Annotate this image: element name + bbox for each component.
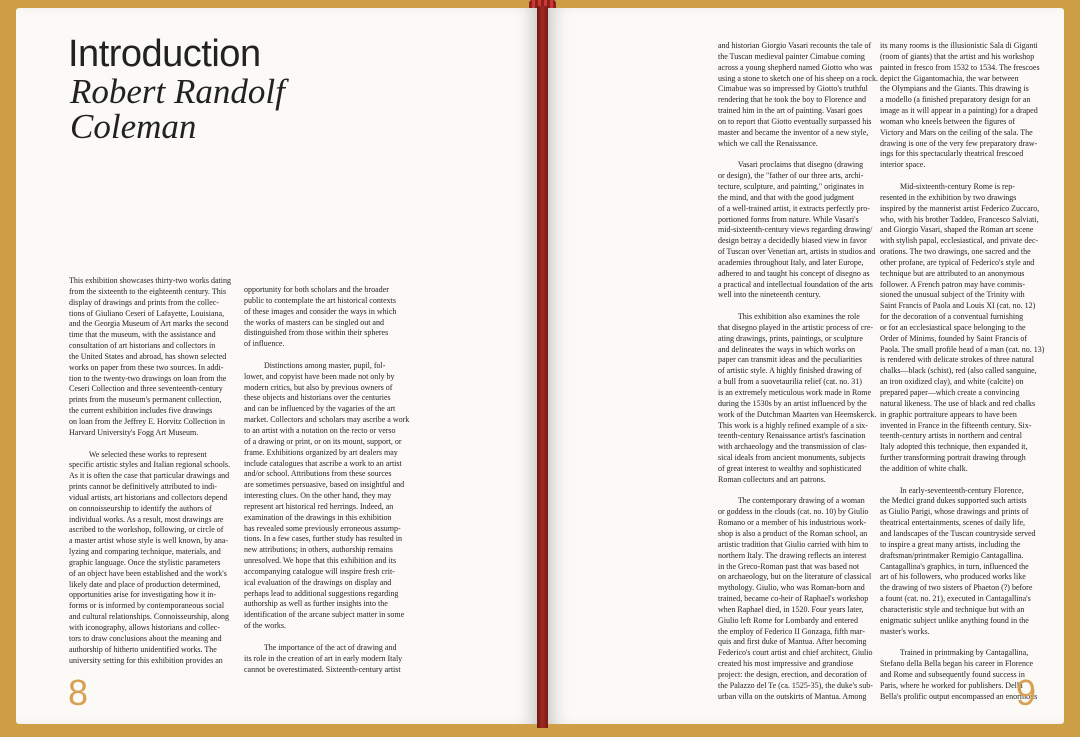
text-column-1: This exhibition showcases thirty-two works dating from the sixteenth to the eighteenth century. This display of drawings and prints from the collec- tions of Giuliano Ceseri of Lafayette, Louisiana, and the Georgia Museum of Art marks the second time that the museum, with the assistance and consultation of art historians and collectors in the United States and abroad, has shown selected works on paper from these two sources. In addi- tion to the twenty-two drawings on loan from the Ceseri Collection and three seventeenth-century prints from the museum's permanent collection, the current exhibition includes five drawings on loan from the Jeffrey E. Horvitz Collection in Harvard University's Fogg Art Museum. We selected these works to represent specific artistic styles and Italian regional schools. As it is often the case that particular drawings and prints cannot be definitively attributed to indi- vidual artists, art historians and collectors depend on connoisseurship to identify the authors of individual works. As a result, most drawings are ascribed to the workshop, following, or circle of a master artist whose style is well known, by ana- lyzing and comparing technique, materials, and graphic language. Once the stylistic parameters of an object have been established and the work's likely date and place of production determined, opportunities arise for investigating how it in- forms or is informed by contemporaneous social and cultural relationships. Connoisseurship, along with iconography, allows historians and collec- tors to draw conclusions about the meaning and authorship of hitherto unidentified works. The university setting for this exhibition provides an (69, 276, 231, 665)
page-title: Introduction (68, 33, 261, 75)
text-column-2: opportunity for both scholars and the broader public to contemplate the art historical contexts of these images and consider the ways in which the works of masters can be singled out and distinguished from those within their spheres of influence. Distinctions among master, pupil, fol- lower, and copyist have been made not only by modern critics, but also by previous owners of these objects and historians over the centuries and can be influenced by the vagaries of the art market. Collectors and scholars may ascribe a work to an artist with a notation on the recto or verso of a drawing or print, or on its mount, support, or frame. Exhibitions organized by art dealers may include catalogues that ascribe a work to an artist and/or school. Attributions from these sources are sometimes persuasive, based on insightful and interesting clues. On the other hand, they may represent art historical red herrings. Indeed, an examination of the drawings in this exhibition has revealed some previously erroneous assump- tions. In a few cases, further study has resulted in new attributions; in others, authorship remains unresolved. We hope that this exhibition and its accompanying catalogue will inspire fresh crit- ical evaluation of the drawings on display and perhaps lead to additional suggestions regarding authorship as well as further insights into the identification of the arcane subject matter in some of the works. The importance of the act of drawing and its role in the creation of art in early modern Italy cannot be overestimated. Sixteenth-century artist (244, 285, 410, 674)
text-column-3: and historian Giorgio Vasari recounts the tale of the Tuscan medieval painter Cimabue coming across a young shepherd named Giotto who was using a stone to sketch one of his sheep on a rock. Cimabue was so impressed by Giotto's truthful rendering that he took the boy to Florence and trained him in the art of painting. Vasari goes on to report that Giotto eventually surpassed his master and became the inventor of a new style, which we call the Renaissance. Vasari proclaims that disegno (drawing or design), the "father of our three arts, archi- tecture, sculpture, and painting," originates in the mind, and that with the good judgment of a well-trained artist, it extracts perfectly pro- portioned forms from nature. While Vasari's mid-sixteenth-century views regarding drawing/ design betray a decidedly biased view in favor of Tuscan over Venetian art, artists in studios and academies throughout Italy, and later Europe, adhered to and taught his concept of disegno as a practical and intellectual foundation of the arts well into the nineteenth century. This exhibition also examines the role that disegno played in the artistic process of cre- ating drawings, prints, paintings, or sculpture and delineates the ways in which works on paper can transmit ideas and the peculiarities of artistic style. A highly finished drawing of a bull from a suovetaurilia relief (cat. no. 31) is an extremely meticulous work made in Rome during the 1530s by an artist influenced by the work of the Dutchman Maarten van Heemskerck. This work is a highly refined example of a six- teenth-century Renaissance artist's fascination with archaeology and the transmission of clas- sical ideals from ancient monuments, subjects of great interest to wealthy and sophisticated Roman collectors and art patrons. The contemporary drawing of a woman or goddess in the clouds (cat. no. 10) by Giulio Romano or a member of his industrious work- shop is also a product of the Roman school, an artistic tradition that Giulio carried with him to northern Italy. The drawing reflects an interest in the Greco-Roman past that was based not on archaeology, but on the literature of classical mythology. Giulio, who was Roman-born and trained, became co-heir of Raphael's workshop when Raphael died, in 1520. Four years later, Giulio left Rome for Lombardy and entered the employ of Federico II Gonzaga, fifth mar- quis and first duke of Mantua. After becoming Federico's court artist and chief architect, Giulio created his most impressive and grandiose project: the design, erection, and decoration of the Palazzo del Te (ca. 1525-35), the duke's sub- urban villa on the outskirts of Mantua. Among (718, 41, 878, 701)
left-page (16, 8, 537, 724)
right-page (548, 8, 1064, 724)
author-name: Robert Randolf Coleman (70, 72, 285, 146)
page-number-left: 8 (68, 672, 89, 713)
text-column-4: its many rooms is the illusionistic Sala di Giganti (room of giants) that the artist and his workshop painted in fresco from 1532 to 1534. The frescoes depict the Gigantomachia, the war between the Olympians and the Giants. This drawing is a modello (a finished preparatory design for an image as it will appear in a painting) for a draped woman who kneels between the figures of Victory and Mars on the ceiling of the sala. The drawing is one of the very few preparatory draw- ings for this spectacularly theatrical frescoed interior space. Mid-sixteenth-century Rome is rep- resented in the exhibition by two drawings inspired by the mannerist artist Federico Zuccaro, who, with his brother Taddeo, Francesco Salviati, and Giorgio Vasari, shaped the Roman art scene with stylish papal, ecclesiastical, and private dec- orations. The two drawings, one sacred and the other profane, are typical of Federico's style and technique but are attributed to an anonymous follower. A French patron may have commis- sioned the unusual subject of the Trinity with Saint Francis of Paola and Louis XI (cat. no. 12) for the decoration of a conventual furnishing or for an ecclesiastical space belonging to the Order of Minims, founded by Saint Francis of Paola. The small profile head of a man (cat. no. 13) is rendered with delicate strokes of three natural chalks—black (schist), red (also called sanguine, an iron oxidized clay), and white (calcite) on prepared paper—which create a convincing natural likeness. The use of black and red chalks in graphic portraiture appears to have been invented in France in the fifteenth century. Six- teenth-century artists in northern and central Italy adopted this technique, then expanded it, further transforming portrait drawing through the addition of white chalk. In early-seventeenth-century Florence, the Medici grand dukes supported such artists as Giulio Parigi, whose drawings and prints of theatrical entertainments, scenes of daily life, and landscapes of the Tuscan countryside served to inspire a great many artists, including the draftsman/printmaker Remigio Cantagallina. Cantagallina's graphics, in turn, influenced the art of his followers, who produced works like the drawing of two sisters of Phaeton (?) before a fount (cat. no. 21), executed in Cantagallina's characteristic style and technique but with an enigmatic subject unlike anything found in the master's works. Trained in printmaking by Cantagallina, Stefano della Bella began his career in Florence and Rome and subsequently found success in Paris, where he worked for publishers. Della Bella's prolific output encompassed an enormous (880, 41, 1045, 701)
book-gutter (537, 6, 548, 728)
page-number-right: 9 (1015, 672, 1036, 713)
